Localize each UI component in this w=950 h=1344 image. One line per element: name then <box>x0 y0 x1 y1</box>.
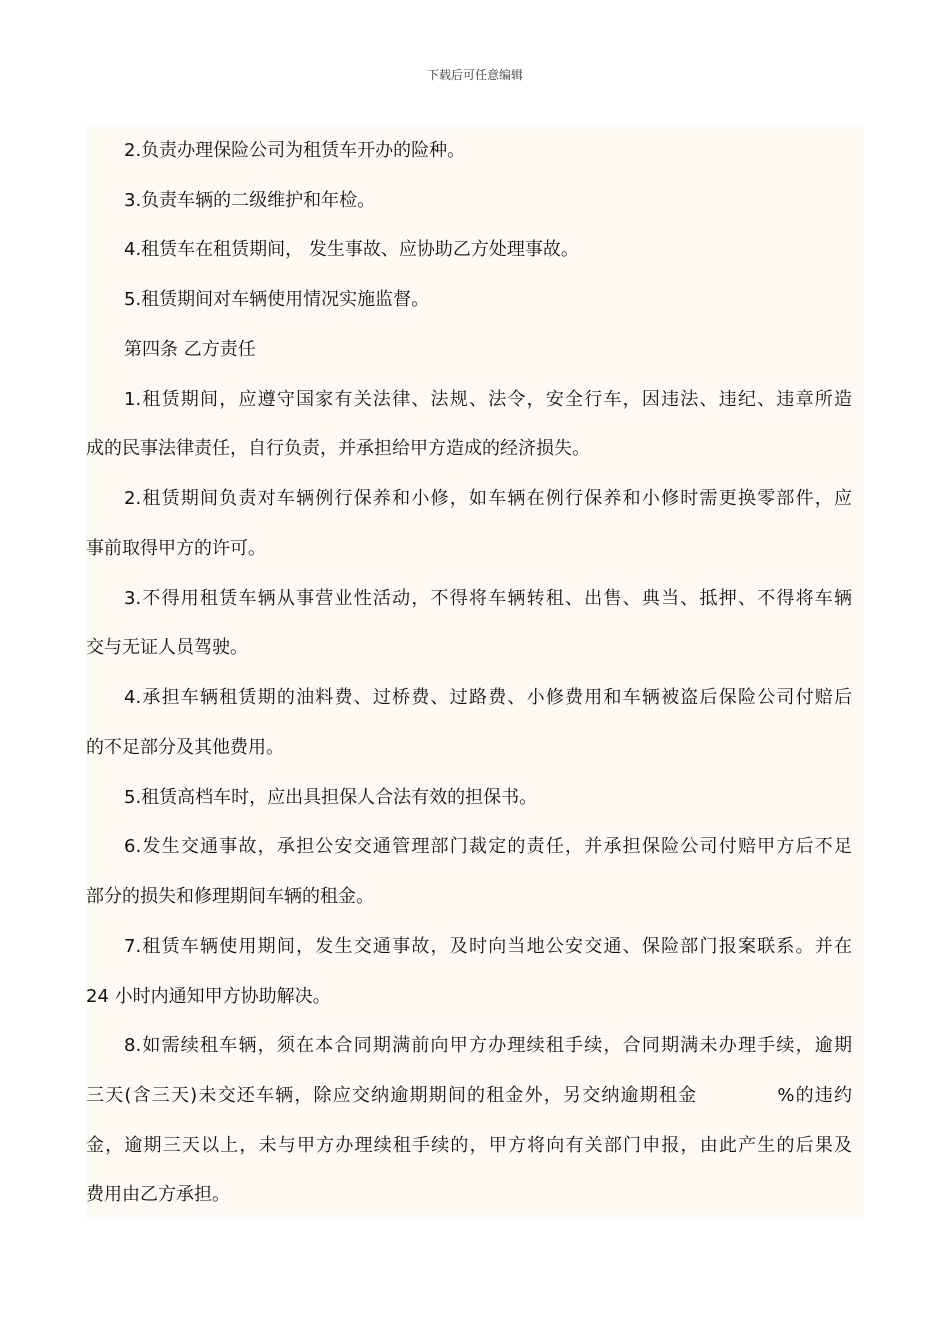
clause-a4: 4.租赁车在租赁期间， 发生事故、应协助乙方处理事故。 <box>124 239 579 260</box>
clause-b1-line1: 1.租赁期间，应遵守国家有关法律、法规、法令，安全行车，因违法、违纪、违章所造 <box>124 389 852 410</box>
clause-b6-line2: 部分的损失和修理期间车辆的租金。 <box>86 886 374 907</box>
clause-b5: 5.租赁高档车时，应出具担保人合法有效的担保书。 <box>124 787 538 808</box>
clause-b1-line2: 成的民事法律责任，自行负责，并承担给甲方造成的经济损失。 <box>86 438 590 459</box>
clause-b8-line4: 费用由乙方承担。 <box>86 1184 230 1205</box>
clause-a5: 5.租赁期间对车辆使用情况实施监督。 <box>124 289 430 310</box>
clause-b7-line2: 24 小时内通知甲方协助解决。 <box>86 986 331 1007</box>
clause-b4-line1: 4.承担车辆租赁期的油料费、过桥费、过路费、小修费用和车辆被盗后保险公司付赔后 <box>124 687 852 708</box>
clause-b8-line2-tail: %的违约 <box>777 1085 853 1106</box>
clause-a2: 2.负责办理保险公司为租赁车开办的险种。 <box>124 140 466 161</box>
section-title: 第四条 乙方责任 <box>124 339 256 360</box>
clause-b4-line2: 的不足部分及其他费用。 <box>86 737 284 758</box>
clause-b6-line1: 6.发生交通事故，承担公安交通管理部门裁定的责任，并承担保险公司付赔甲方后不足 <box>124 836 852 857</box>
clause-b7-line1: 7.租赁车辆使用期间，发生交通事故，及时向当地公安交通、保险部门报案联系。并在 <box>124 936 852 957</box>
clause-b8-line3: 金，逾期三天以上，未与甲方办理续租手续的，甲方将向有关部门申报，由此产生的后果及 <box>86 1135 852 1156</box>
page-header-note: 下载后可任意编辑 <box>426 68 523 82</box>
clause-a3: 3.负责车辆的二级维护和年检。 <box>124 190 376 211</box>
clause-b8-line1: 8.如需续租车辆，须在本合同期满前向甲方办理续租手续，合同期满未办理手续，逾期 <box>124 1035 852 1056</box>
clause-b3-line2: 交与无证人员驾驶。 <box>86 637 248 658</box>
clause-b8-line2 <box>86 1071 852 1121</box>
document-body <box>86 124 864 1220</box>
clause-b2-line1: 2.租赁期间负责对车辆例行保养和小修，如车辆在例行保养和小修时需更换零部件，应 <box>124 488 852 509</box>
clause-b3-line1: 3.不得用租赁车辆从事营业性活动，不得将车辆转租、出售、典当、抵押、不得将车辆 <box>124 588 852 609</box>
clause-b8-line2-text: 三天(含三天)未交还车辆，除应交纳逾期期间的租金外，另交纳逾期租金 <box>86 1085 698 1106</box>
clause-b2-line2: 事前取得甲方的许可。 <box>86 538 266 559</box>
